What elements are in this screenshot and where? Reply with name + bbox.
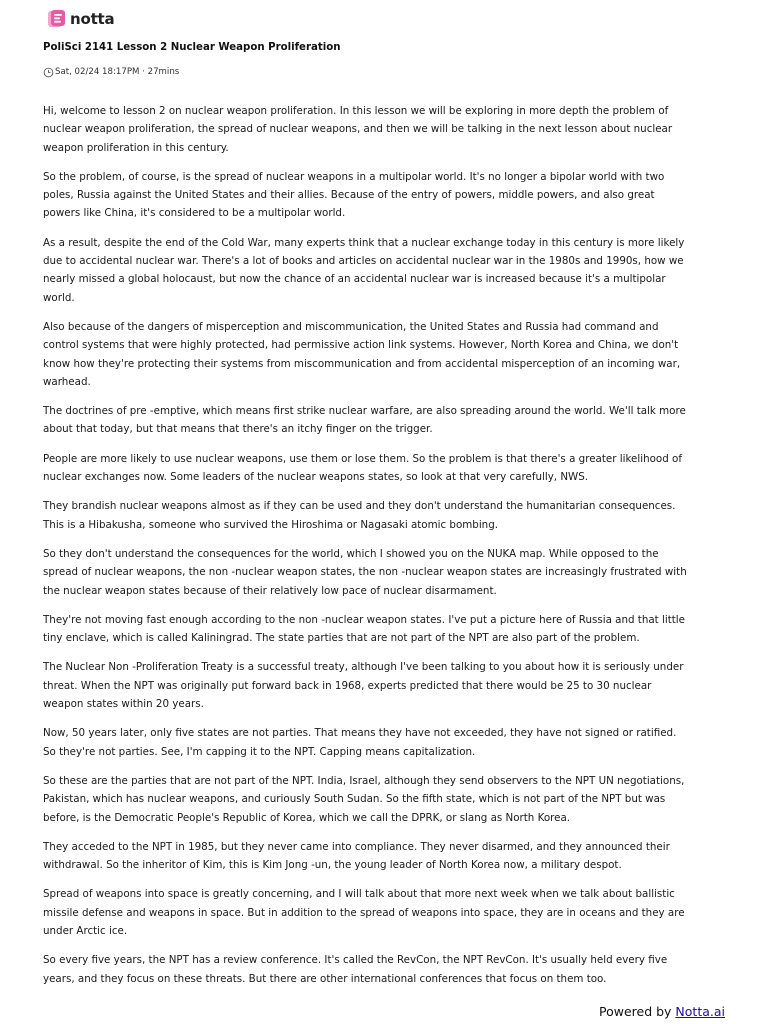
transcript-line: warhead. [43,375,91,388]
transcript-paragraph [43,234,725,307]
transcript-line: Also because of the dangers of misperception and miscommunication, the United States and Russia had command and [43,320,659,333]
transcript-line: So these are the parties that are not part of the NPT. India, Israel, although they send observers to the NPT UN negotiations, [43,774,685,787]
transcript-paragraph [43,951,725,988]
transcript-line: They acceded to the NPT in 1985, but they never came into compliance. They never disarmed, and they announced their [43,840,670,853]
transcript-line: nuclear exchanges now. Some leaders of the nuclear weapons states, so look at that very carefully, NWS. [43,471,589,484]
transcript-line: tiny enclave, which is called Kaliningrad. The state parties that are not part of the NPT are also part of the problem. [43,632,640,645]
transcript-line: So they're not parties. See, I'm capping it to the NPT. Capping means capitalization. [43,745,476,758]
transcript-line: Pakistan, which has nuclear weapons, and curiously South Sudan. So the fifth state, which is not part of the NPT but was [43,793,666,806]
transcript-line: Spread of weapons into space is greatly concerning, and I will talk about that more next week when we talk about ballistic [43,888,675,901]
transcript-line: due to accidental nuclear war. There's a lot of books and articles on accidental nuclear war in the 1980s and 1990s, how we [43,255,684,268]
transcript-line: This is a Hibakusha, someone who survived the Hiroshima or Nagasaki atomic bombing. [43,518,499,531]
transcript-paragraph [43,885,725,940]
transcript-paragraph [43,658,725,713]
transcript-line: the nuclear weapon states because of their relatively low pace of nuclear disarmament. [43,584,497,597]
powered-by-footer [599,1004,725,1019]
powered-by-label: Powered by [598,1004,672,1019]
transcript-line: They're not moving fast enough according to the non -nuclear weapon states. I've put a picture here of Russia and that little [43,613,685,626]
transcript-paragraph [43,318,725,391]
transcript-line: nuclear weapon proliferation, the spread of nuclear weapons, and then we will be talking in the next lesson about nuclear [43,123,673,136]
transcript-line: So the problem, of course, is the spread of nuclear weapons in a multipolar world. It's no longer a bipolar world with two [43,170,665,183]
transcript-paragraph [43,497,725,534]
notta-link[interactable]: Notta.ai [675,1004,725,1019]
transcript-paragraph [43,772,725,827]
transcript-line: years, and they focus on these threats. But there are other international conferences that focus on them too. [43,972,607,985]
transcript-paragraph [43,838,725,875]
transcript-line: under Arctic ice. [43,924,128,937]
transcript-line: So every five years, the NPT has a review conference. It's called the RevCon, the NPT RevCon. It's usually held every five [43,954,668,967]
transcript-line: Hi, welcome to lesson 2 on nuclear weapon proliferation. In this lesson we will be exploring in more depth the problem of [43,105,669,117]
page-title: PoliSci 2141 Lesson 2 Nuclear Weapon Proliferation [43,42,341,53]
notta-logo [46,8,114,30]
transcript-paragraph [43,168,725,223]
meta-separator: · [142,67,145,77]
transcript-paragraph [43,402,725,439]
transcript-line: The Nuclear Non -Proliferation Treaty is a successful treaty, although I've been talking to you about how it is seriously under [43,661,684,674]
transcript-line: withdrawal. So the inheritor of Kim, this is Kim Jong -un, the young leader of North Korea now, a military despot. [43,859,622,872]
transcript-line: weapon proliferation in this century. [43,141,229,154]
transcript-line: People are more likely to use nuclear weapons, use them or lose them. So the problem is that there's a greater likelihood of [43,452,682,465]
transcript-line: So they don't understand the consequences for the world, which I showed you on the NUKA map. While opposed to the [43,547,659,560]
transcript-line: spread of nuclear weapons, the non -nuclear weapon states, the non -nuclear weapon states are increasingly frustrated with [43,566,687,579]
transcript-paragraph [43,545,725,600]
transcript-line: As a result, despite the end of the Cold War, many experts think that a nuclear exchange today in this century is more likely [43,236,685,249]
transcript-line: The doctrines of pre -emptive, which means first strike nuclear warfare, are also spreading around the world. We'll talk more [43,405,686,418]
transcript-line: world. [43,291,75,304]
transcript-paragraph [43,724,725,761]
transcript-line: threat. When the NPT was originally put forward back in 1968, experts predicted that there would be 25 to 30 nuclear [43,679,652,692]
transcript-line: They brandish nuclear weapons almost as if they can be used and they don't understand the humanitarian consequences. [43,500,676,513]
transcript-line: nearly missed a global holocaust, but now the chance of an accidental nuclear war is increased because it's a multipolar [43,273,666,286]
clock-icon [43,67,54,78]
transcript-line: know how they're protecting their systems from miscommunication and from accidental misperception of an incoming war, [43,357,681,370]
transcript-line: control systems that were highly protected, had permissive action link systems. However, North Korea and China, we don't [43,339,679,352]
recording-duration: 27mins [147,67,180,77]
transcript-line: missile defense and weapons in space. But in addition to the spread of weapons into space, they are in oceans and they are [43,906,685,919]
brand-name: notta [70,10,115,28]
notta-logo-icon [46,8,68,30]
transcript-line: poles, Russia against the United States and their allies. Because of the entry of powers, middle powers, and also great [43,189,655,202]
transcript-paragraph [43,450,725,487]
transcript-paragraph [43,102,725,157]
transcript-line: Now, 50 years later, only five states are not parties. That means they have not exceeded, they have not signed or ratified. [43,727,677,740]
transcript-line: before, is the Democratic People's Republic of Korea, which we call the DPRK, or slang as North Korea. [43,811,571,824]
recording-datetime: Sat, 02/24 18:17PM [55,67,140,77]
transcript-line: powers like China, it's considered to be a multipolar world. [43,207,346,220]
transcript-paragraph [43,611,725,648]
transcript-line: weapon states within 20 years. [43,698,204,711]
meta-row [43,66,179,78]
transcript-line: about that today, but that means that there's an itchy finger on the trigger. [43,423,433,436]
transcript-body [43,102,725,999]
